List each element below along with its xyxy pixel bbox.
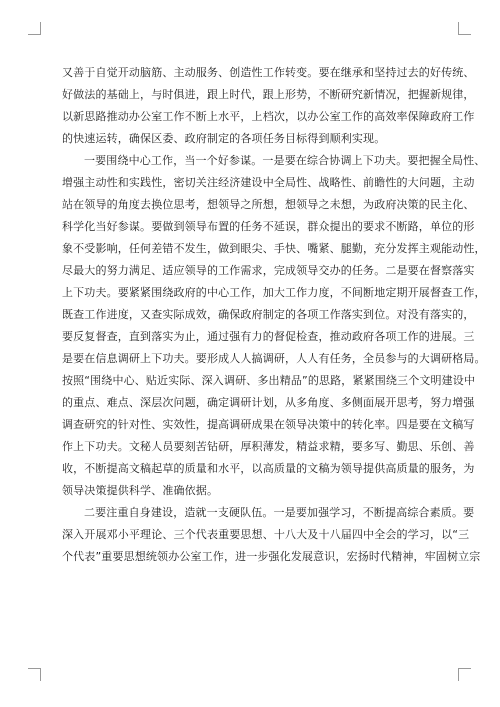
text-line: 的快速运转，确保区委、政府制定的各项任务目标得到顺利实现。	[62, 132, 386, 145]
text-line: 要反复督查，直到落实为止，通过强有力的督促检查，推动政府各项工作的进展。三	[62, 330, 475, 343]
text-line: 尽最大的努力满足、适应领导的工作需求，完成领导交办的任务。二是要在督察落实	[62, 264, 475, 277]
text-line: 二要注重自身建设，造就一支硬队伍。一是要加强学习，不断提高综合素质。要	[84, 506, 475, 519]
text-line: 好做法的基础上，与时俱进，跟上时代，跟上形势，不断研究新情况，把握新规律，	[62, 88, 475, 101]
text-line: 领导决策提供科学、准确依据。	[62, 484, 219, 497]
text-line: 的重点、难点、深层次问题，确定调研计划，从多角度、多侧面展开思考，努力增强	[62, 396, 475, 409]
crop-mark-bottom-left	[28, 668, 41, 681]
paragraph-3	[62, 502, 481, 568]
text-line: 作上下功夫。文秘人员要刻苦钻研，厚积薄发，精益求精，要多写、勤思、乐创、善	[62, 440, 475, 453]
text-line: 既查工作进度，又查实际成效，确保政府制定的各项工作落实到位。对没有落实的，	[62, 308, 475, 321]
text-line: 一要围绕中心工作，当一个好参谋。一是要在综合协调上下功夫。要把握全局性、	[84, 154, 486, 167]
text-line: 科学化当好参谋。要做到领导布置的任务不延误，群众提出的要求不断路，单位的形	[62, 220, 475, 233]
crop-mark-bottom-right	[458, 668, 471, 681]
text-line: 上下功夫。要紧紧围绕政府的中心工作，加大工作力度，不间断地定期开展督查工作，	[62, 286, 486, 299]
text-line: 增强主动性和实践性，密切关注经济建设中全局性、战略性、前瞻性的大问题，主动	[62, 176, 475, 189]
text-line: 个代表”重要思想统领办公室工作，进一步强化发展意识，宏扬时代精神，牢固树立宗	[62, 550, 481, 563]
text-line: 深入开展邓小平理论、三个代表重要思想、十八大及十八届四中全会的学习，以“三	[62, 528, 470, 541]
text-line: 又善于自觉开动脑筋、主动服务、创造性工作转变。要在继承和坚持过去的好传统、	[62, 66, 475, 79]
document-body	[62, 62, 486, 568]
text-line: 是要在信息调研上下功夫。要形成人人搞调研，人人有任务，全员参与的大调研格局。	[62, 352, 486, 365]
text-line: 以新思路推动办公室工作不断上水平，上档次，以办公室工作的高效率保障政府工作	[62, 110, 475, 123]
paragraph-1	[62, 62, 475, 150]
text-line: 象不受影响，任何差错不发生，做到眼尖、手快、嘴紧、腿勤，充分发挥主观能动性，	[62, 242, 486, 255]
text-line: 站在领导的角度去换位思考，想领导之所想，想领导之未想，为政府决策的民主化、	[62, 198, 475, 211]
crop-mark-top-right	[458, 22, 471, 35]
text-line: 收，不断提高文稿起草的质量和水平，以高质量的文稿为领导提供高质量的服务，为	[62, 462, 475, 475]
crop-mark-top-left	[28, 22, 41, 35]
text-line: 按照“围绕中心、贴近实际、深入调研、多出精品”的思路，紧紧围绕三个文明建设中	[62, 374, 476, 387]
paragraph-2	[62, 150, 486, 502]
text-line: 调查研究的针对性、实效性，提高调研成果在领导决策中的转化率。四是要在文稿写	[62, 418, 475, 431]
